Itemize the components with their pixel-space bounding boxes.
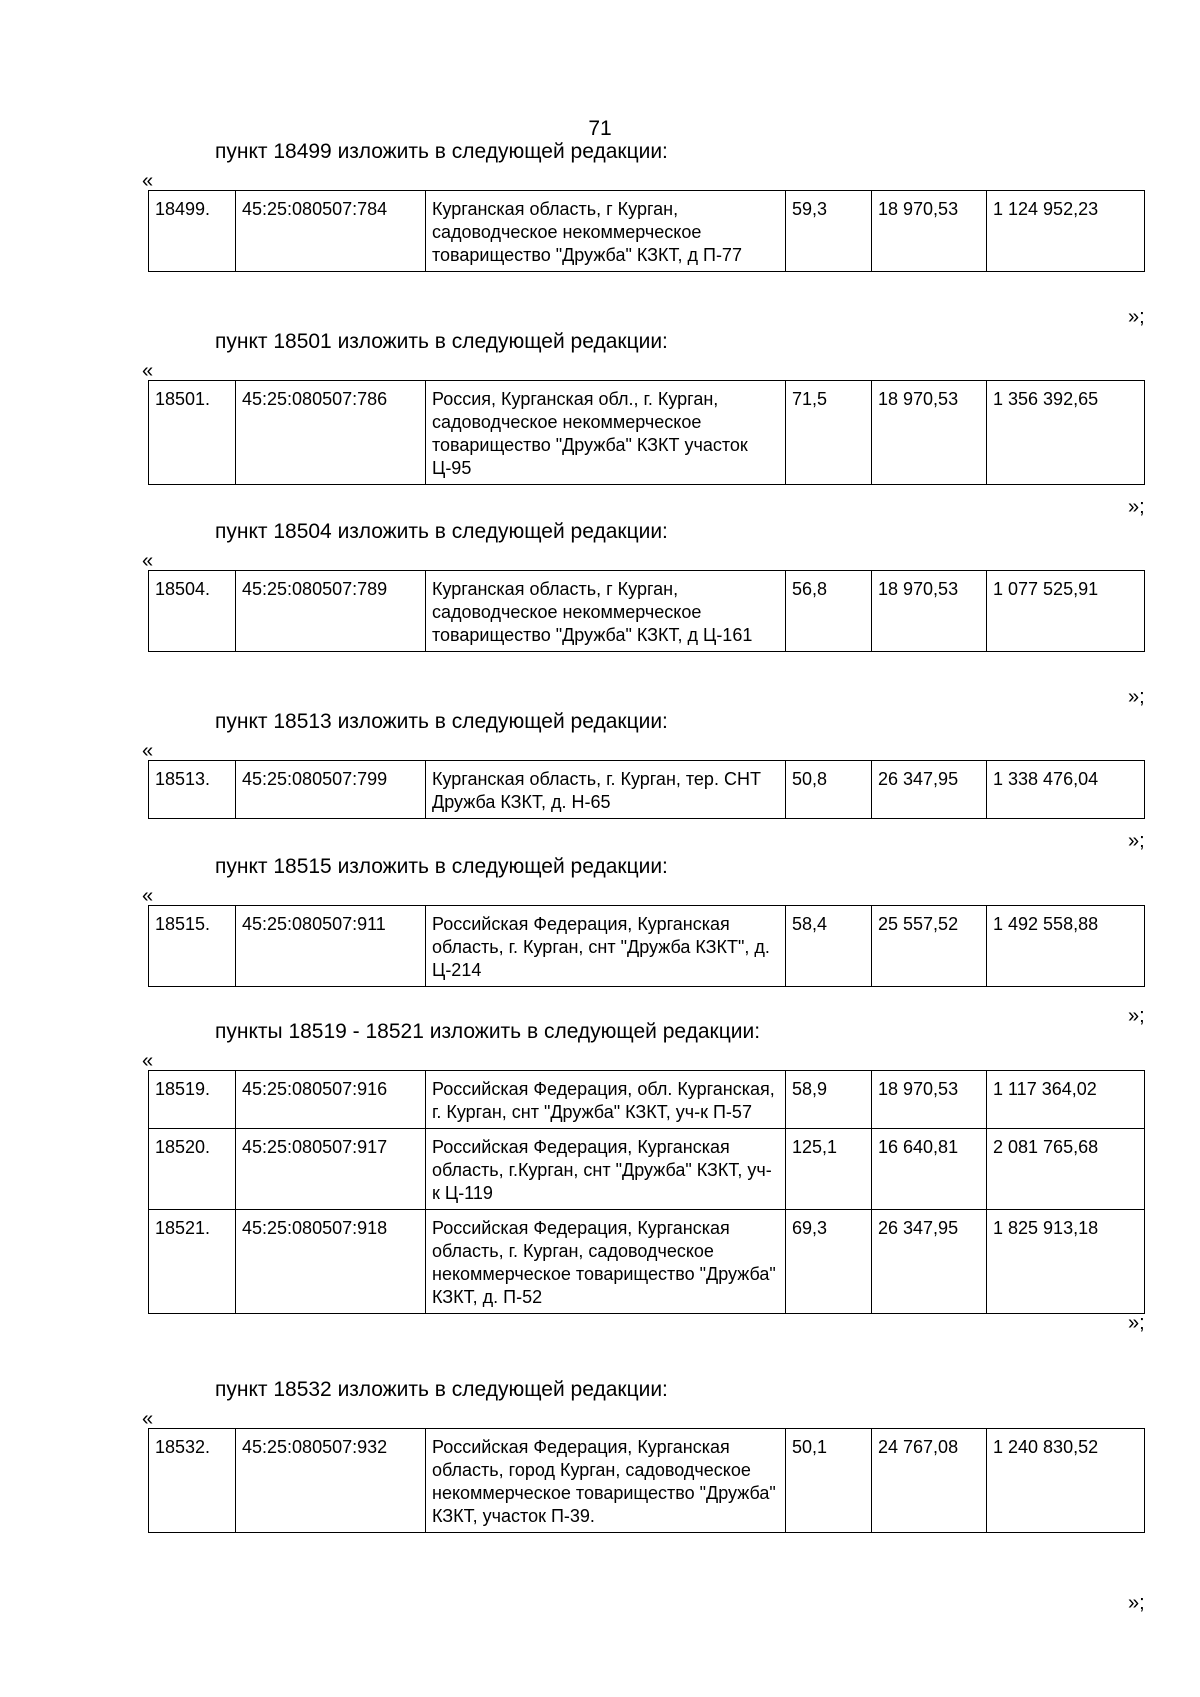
cadastral-number-cell: 45:25:080507:911 bbox=[236, 906, 426, 987]
cadastral-value-cell: 1 124 952,23 bbox=[987, 191, 1145, 272]
item-number-cell: 18521. bbox=[149, 1210, 236, 1314]
item-number-cell: 18519. bbox=[149, 1071, 236, 1129]
table-row bbox=[149, 1129, 1145, 1210]
cadastral-number-cell: 45:25:080507:786 bbox=[236, 381, 426, 485]
amendment-table bbox=[148, 760, 1145, 819]
area-cell: 59,3 bbox=[786, 191, 872, 272]
address-cell: Российская Федерация, Курганская область, г. Курган, садоводческое некоммерческое товарищество "Дружба" КЗКТ, д. П-52 bbox=[426, 1210, 786, 1314]
cadastral-number-cell: 45:25:080507:918 bbox=[236, 1210, 426, 1314]
amendment-table bbox=[148, 190, 1145, 272]
table-row bbox=[149, 191, 1145, 272]
item-number-cell: 18513. bbox=[149, 761, 236, 819]
opening-quote: « bbox=[142, 360, 154, 382]
closing-quote: »; bbox=[1128, 1592, 1145, 1614]
opening-quote: « bbox=[142, 740, 154, 762]
address-cell: Курганская область, г Курган, садоводческое некоммерческое товарищество "Дружба" КЗКТ, д Ц-161 bbox=[426, 571, 786, 652]
cadastral-value-cell: 1 825 913,18 bbox=[987, 1210, 1145, 1314]
area-cell: 69,3 bbox=[786, 1210, 872, 1314]
table-row bbox=[149, 1429, 1145, 1533]
address-cell: Российская Федерация, Курганская область, г. Курган, снт "Дружба КЗКТ", д. Ц-214 bbox=[426, 906, 786, 987]
amendment-heading: пункты 18519 - 18521 изложить в следующей редакции: bbox=[215, 1020, 761, 1043]
page-number: 71 bbox=[588, 117, 612, 140]
table-row bbox=[149, 761, 1145, 819]
area-cell: 58,4 bbox=[786, 906, 872, 987]
item-number-cell: 18515. bbox=[149, 906, 236, 987]
item-number-cell: 18504. bbox=[149, 571, 236, 652]
cadastral-value-cell: 1 492 558,88 bbox=[987, 906, 1145, 987]
amendment-heading: пункт 18532 изложить в следующей редакции: bbox=[215, 1378, 668, 1401]
opening-quote: « bbox=[142, 170, 154, 192]
cadastral-value-cell: 2 081 765,68 bbox=[987, 1129, 1145, 1210]
amendment-heading: пункт 18513 изложить в следующей редакции: bbox=[215, 710, 668, 733]
unit-value-cell: 16 640,81 bbox=[872, 1129, 987, 1210]
unit-value-cell: 25 557,52 bbox=[872, 906, 987, 987]
opening-quote: « bbox=[142, 1408, 154, 1430]
cadastral-value-cell: 1 356 392,65 bbox=[987, 381, 1145, 485]
amendment-heading: пункт 18501 изложить в следующей редакции: bbox=[215, 330, 668, 353]
area-cell: 50,1 bbox=[786, 1429, 872, 1533]
address-cell: Российская Федерация, обл. Курганская, г. Курган, снт "Дружба" КЗКТ, уч-к П-57 bbox=[426, 1071, 786, 1129]
amendment-table bbox=[148, 905, 1145, 987]
amendment-table bbox=[148, 380, 1145, 485]
address-cell: Российская Федерация, Курганская область, г.Курган, снт "Дружба" КЗКТ, уч-к Ц-119 bbox=[426, 1129, 786, 1210]
area-cell: 56,8 bbox=[786, 571, 872, 652]
address-cell: Российская Федерация, Курганская область, город Курган, садоводческое некоммерческое товарищество "Дружба" КЗКТ, участок П-39. bbox=[426, 1429, 786, 1533]
opening-quote: « bbox=[142, 550, 154, 572]
item-number-cell: 18499. bbox=[149, 191, 236, 272]
amendment-heading: пункт 18515 изложить в следующей редакции: bbox=[215, 855, 668, 878]
cadastral-number-cell: 45:25:080507:932 bbox=[236, 1429, 426, 1533]
closing-quote: »; bbox=[1128, 1005, 1145, 1027]
closing-quote: »; bbox=[1128, 686, 1145, 708]
area-cell: 50,8 bbox=[786, 761, 872, 819]
amendment-table bbox=[148, 1070, 1145, 1314]
cadastral-number-cell: 45:25:080507:784 bbox=[236, 191, 426, 272]
address-cell: Курганская область, г Курган, садоводческое некоммерческое товарищество "Дружба" КЗКТ, д П-77 bbox=[426, 191, 786, 272]
unit-value-cell: 18 970,53 bbox=[872, 191, 987, 272]
table-row bbox=[149, 1071, 1145, 1129]
closing-quote: »; bbox=[1128, 306, 1145, 328]
item-number-cell: 18520. bbox=[149, 1129, 236, 1210]
unit-value-cell: 26 347,95 bbox=[872, 761, 987, 819]
opening-quote: « bbox=[142, 885, 154, 907]
cadastral-number-cell: 45:25:080507:799 bbox=[236, 761, 426, 819]
closing-quote: »; bbox=[1128, 830, 1145, 852]
item-number-cell: 18501. bbox=[149, 381, 236, 485]
amendment-table bbox=[148, 1428, 1145, 1533]
unit-value-cell: 18 970,53 bbox=[872, 381, 987, 485]
amendment-heading: пункт 18499 изложить в следующей редакции: bbox=[215, 140, 668, 163]
area-cell: 71,5 bbox=[786, 381, 872, 485]
cadastral-value-cell: 1 338 476,04 bbox=[987, 761, 1145, 819]
cadastral-number-cell: 45:25:080507:916 bbox=[236, 1071, 426, 1129]
table-row bbox=[149, 1210, 1145, 1314]
unit-value-cell: 18 970,53 bbox=[872, 1071, 987, 1129]
closing-quote: »; bbox=[1128, 496, 1145, 518]
unit-value-cell: 24 767,08 bbox=[872, 1429, 987, 1533]
item-number-cell: 18532. bbox=[149, 1429, 236, 1533]
closing-quote: »; bbox=[1128, 1312, 1145, 1334]
table-row bbox=[149, 381, 1145, 485]
area-cell: 125,1 bbox=[786, 1129, 872, 1210]
cadastral-value-cell: 1 117 364,02 bbox=[987, 1071, 1145, 1129]
table-row bbox=[149, 906, 1145, 987]
amendment-table bbox=[148, 570, 1145, 652]
opening-quote: « bbox=[142, 1050, 154, 1072]
unit-value-cell: 26 347,95 bbox=[872, 1210, 987, 1314]
table-row bbox=[149, 571, 1145, 652]
cadastral-number-cell: 45:25:080507:789 bbox=[236, 571, 426, 652]
cadastral-number-cell: 45:25:080507:917 bbox=[236, 1129, 426, 1210]
cadastral-value-cell: 1 077 525,91 bbox=[987, 571, 1145, 652]
cadastral-value-cell: 1 240 830,52 bbox=[987, 1429, 1145, 1533]
address-cell: Россия, Курганская обл., г. Курган, садоводческое некоммерческое товарищество "Дружба" КЗКТ участок Ц-95 bbox=[426, 381, 786, 485]
amendment-heading: пункт 18504 изложить в следующей редакции: bbox=[215, 520, 668, 543]
address-cell: Курганская область, г. Курган, тер. СНТ Дружба КЗКТ, д. Н-65 bbox=[426, 761, 786, 819]
unit-value-cell: 18 970,53 bbox=[872, 571, 987, 652]
area-cell: 58,9 bbox=[786, 1071, 872, 1129]
